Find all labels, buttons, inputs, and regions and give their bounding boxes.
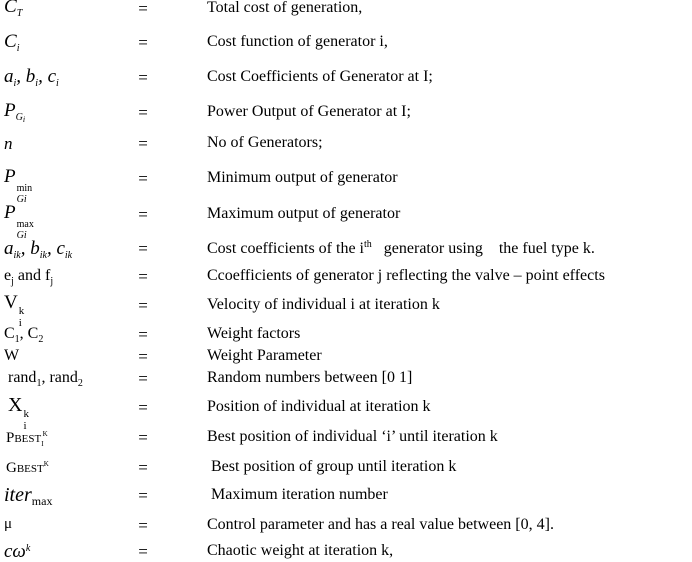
- description: Maximum output of generator: [207, 205, 401, 222]
- description: Power Output of Generator at I;: [207, 103, 411, 120]
- description: Best position of individual ‘i’ until iteration k: [207, 428, 498, 445]
- equals-sign: =: [138, 296, 148, 315]
- symbol-abc: $a_i$, $b_i$, $c_i$: [4, 66, 59, 89]
- description: Control parameter and has a real value between [0, 4].: [207, 516, 554, 533]
- symbol-mu: μ: [4, 516, 13, 532]
- equals-sign: =: [138, 369, 148, 388]
- description: Chaotic weight at iteration k,: [207, 542, 394, 559]
- equals-sign: =: [138, 516, 148, 535]
- description: Total cost of generation,: [207, 0, 363, 16]
- description: Cost function of generator i,: [207, 33, 388, 50]
- description: Velocity of individual i at iteration k: [207, 296, 440, 313]
- equals-sign: =: [138, 398, 148, 417]
- description: Weight factors: [207, 325, 301, 342]
- symbol-pg: $P_{G_i}$: [4, 100, 26, 124]
- equals-sign: =: [138, 134, 148, 153]
- equals-sign: =: [138, 33, 148, 52]
- description: Best position of group until iteration k: [211, 458, 457, 475]
- symbol-itermax: iter$_{max}$: [4, 484, 53, 508]
- description: Ccoefficients of generator j reflecting the valve – point effects: [207, 267, 605, 284]
- symbol-x: X k i: [8, 394, 29, 433]
- equals-sign: =: [138, 239, 148, 258]
- description: Cost coefficients of the $i^{th}$ generator using the fuel type k.: [207, 239, 595, 257]
- symbol-c12: $C_1$, $C_2$: [4, 325, 44, 345]
- equals-sign: =: [138, 103, 148, 122]
- symbol-ef: $e_j$ and $f_j$: [4, 267, 54, 287]
- description: Random numbers between [0 1]: [207, 369, 413, 386]
- symbol-pmin: P min Gi: [4, 166, 33, 205]
- symbol-cw: $c\omega^k$: [4, 541, 31, 562]
- description: Maximum iteration number: [211, 486, 388, 503]
- equals-sign: =: [138, 542, 148, 561]
- symbol-pmax: P max Gi: [4, 202, 34, 241]
- symbol-ci: $C_i$: [4, 31, 20, 54]
- symbol-gbest: Gbest$^k$: [6, 458, 49, 476]
- symbol-ct: $C_T$: [4, 0, 23, 19]
- description: Weight Parameter: [207, 347, 322, 364]
- equals-sign: =: [138, 325, 148, 344]
- equals-sign: =: [138, 68, 148, 87]
- equals-sign: =: [138, 267, 148, 286]
- description: Position of individual at iteration k: [207, 398, 431, 415]
- symbol-pbest: Pbest$_i^k$: [6, 428, 48, 449]
- equals-sign: =: [138, 169, 148, 188]
- description: Minimum output of generator: [207, 169, 398, 186]
- equals-sign: =: [138, 458, 148, 477]
- symbol-abck: $a_{ik}$, $b_{ik}$, $c_{ik}$: [4, 238, 73, 261]
- equals-sign: =: [138, 486, 148, 505]
- symbol-v: V k i: [4, 292, 25, 330]
- symbol-rand: rand$_1$, rand$_2$: [8, 369, 83, 389]
- description: Cost Coefficients of Generator at I;: [207, 68, 433, 85]
- equals-sign: =: [138, 0, 148, 18]
- symbol-w: W: [4, 347, 20, 364]
- equals-sign: =: [138, 347, 148, 366]
- equals-sign: =: [138, 428, 148, 447]
- equals-sign: =: [138, 205, 148, 224]
- description: No of Generators;: [207, 134, 323, 151]
- symbol-n: n: [4, 134, 13, 153]
